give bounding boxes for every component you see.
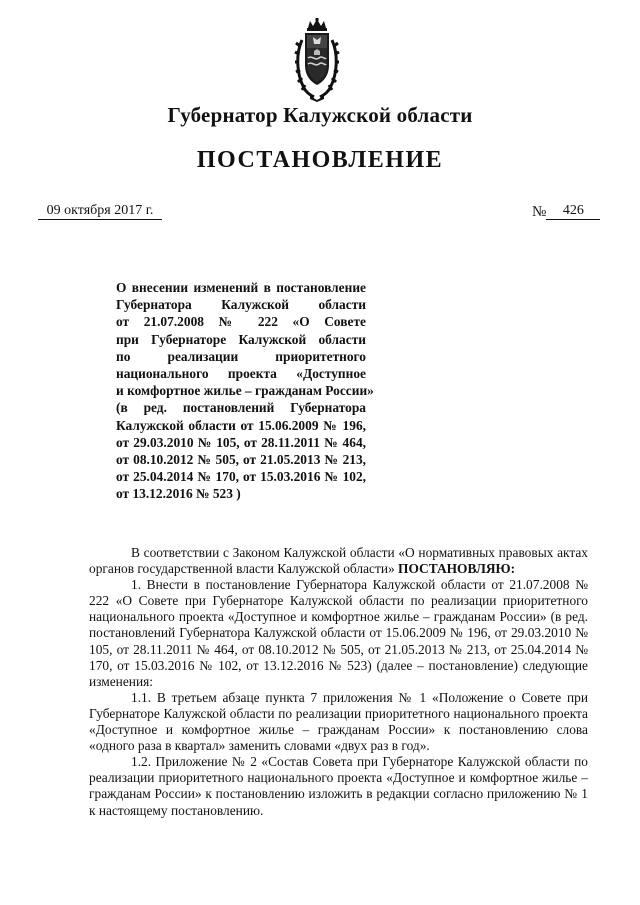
preamble-paragraph [89, 545, 588, 577]
subject-line: Губернатора Калужской области [116, 297, 366, 313]
subject-line: от 29.03.2010 № 105, от 28.11.2011 № 464, [116, 434, 366, 450]
subject-line: (в ред. постановлений Губернатора [116, 400, 366, 416]
document-subject [116, 279, 374, 503]
coat-of-arms-icon [294, 18, 340, 102]
number-sign: № [532, 204, 547, 220]
subject-line: и комфортное жилье – гражданам России» [116, 383, 374, 399]
preamble-text: В соответствии с Законом Калужской области «О нормативных правовых актах органов государственной власти Калужской области» [89, 545, 588, 577]
subject-line: от 13.12.2016 № 523 ) [116, 486, 241, 502]
issuing-authority: Губернатор Калужской области [167, 103, 473, 127]
document-date: 09 октября 2017 г. [38, 203, 162, 220]
item-1-2-paragraph: 1.2. Приложение № 2 «Состав Совета при Губернаторе Калужской области по реализации приоритетного национального проекта «Доступное и комфортное жилье – гражданам России» к постановлению изложить в редакции согласно приложению № 1 к настоящему постановлению. [89, 754, 588, 818]
document-body [89, 545, 588, 819]
subject-line: от 08.10.2012 № 505, от 21.05.2013 № 213, [116, 452, 366, 468]
number-value: 426 [546, 203, 600, 220]
subject-line: Калужской области от 15.06.2009 № 196, [116, 417, 366, 433]
subject-line: от 25.04.2014 № 170, от 15.03.2016 № 102, [116, 469, 366, 485]
subject-line: национального проекта «Доступное [116, 366, 366, 382]
decree-word: ПОСТАНОВЛЯЮ: [398, 561, 516, 577]
document-type-title: ПОСТАНОВЛЕНИЕ [196, 147, 444, 173]
subject-line: при Губернаторе Калужской области [116, 331, 366, 347]
subject-line: О внесении изменений в постановление [116, 280, 366, 295]
item-1-1-paragraph: 1.1. В третьем абзаце пункта 7 приложения № 1 «Положение о Совете при Губернаторе Калужской области по реализации приоритетного национального проекта «Доступное и комфортное жилье – гражданам России» к постановлению слова «одного раза в квартал» заменить словами «двух раз в год». [89, 689, 588, 754]
subject-line: от 21.07.2008 № 222 «О Совете [116, 314, 366, 330]
item-1-paragraph: 1. Внести в постановление Губернатора Калужской области от 21.07.2008 № 222 «О Совете при Губернаторе Калужской области по реализации приоритетного национального проекта «Доступное и комфортное жилье – гражданам России» (в ред. постановлений Губернатора Калужской области от 15.06.2009 № 196, от 29.03.2010 № 105, от 28.11.2011 № 464, от 08.10.2012 № 505, от 21.05.2013 № 213, от 25.04.2014 № 170, от 15.03.2016 № 102, от 13.12.2016 № 523) (далее – постановление) следующие изменения: [89, 577, 588, 689]
subject-line: по реализации приоритетного [116, 348, 366, 364]
document-number [532, 203, 600, 220]
